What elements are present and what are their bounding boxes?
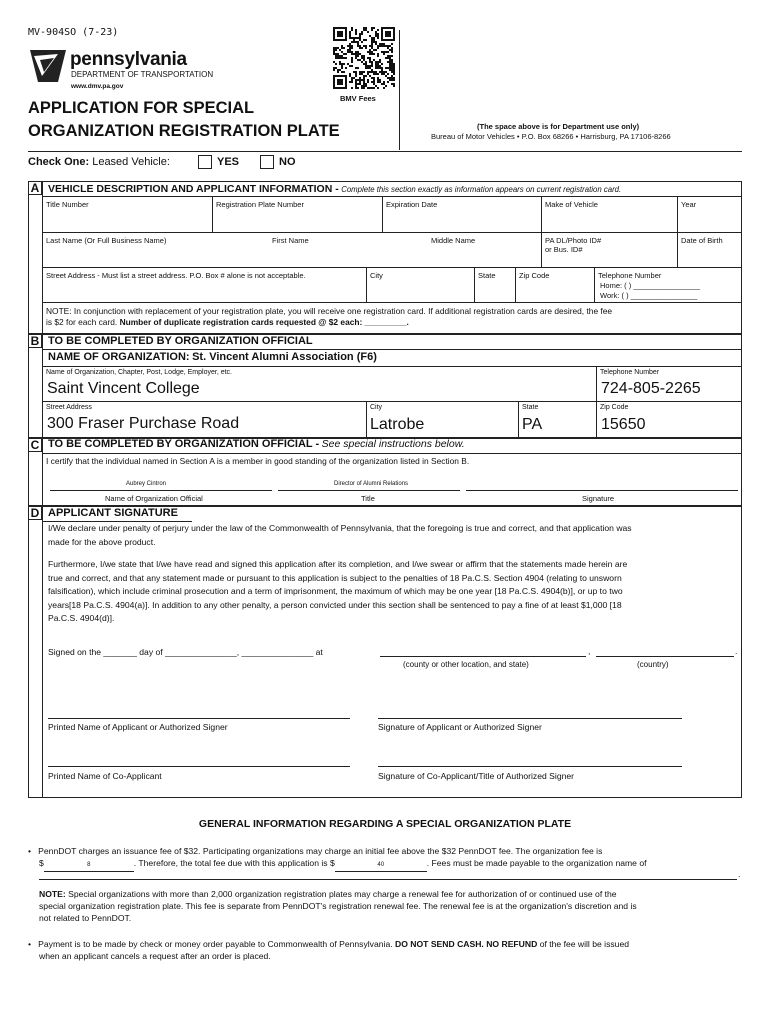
note-line1: NOTE: In conjunction with replacement of your registration plate, you will receive one registration card. If additional registration cards are desired, the fee: [46, 306, 613, 316]
official-name-value[interactable]: Aubrey Cintron: [126, 481, 167, 487]
bureau-address: Bureau of Motor Vehicles • P.O. Box 68266 • Harrisburg, PA 17106-8266: [431, 132, 671, 141]
county-location-label: (county or other location, and state): [403, 660, 529, 669]
expiration-date-label: Expiration Date: [386, 200, 438, 209]
middle-name-label: Middle Name: [431, 236, 476, 245]
qr-code-icon: [333, 27, 395, 89]
title-number-field[interactable]: [43, 210, 211, 231]
org-phone-label: Telephone Number: [600, 369, 660, 376]
telephone-label: Telephone Number: [598, 271, 662, 280]
org-zip-label: Zip Code: [600, 404, 629, 411]
signature-coapplicant-field[interactable]: [378, 748, 682, 766]
payment-bullet: • Payment is to be made by check or money order payable to Commonwealth of Pennsylvania. DO NOT SEND CASH. NO REFUND of the fee will be issued when an applicant cancels a request after an order is placed.: [28, 939, 630, 961]
make-of-vehicle-label: Make of Vehicle: [545, 200, 598, 209]
printed-name-coapplicant-label: Printed Name of Co-Applicant: [48, 771, 162, 781]
official-signature-label: Signature: [582, 494, 615, 503]
org-state-label: State: [522, 404, 539, 411]
note-line2: is $2 for each card. Number of duplicate registration cards requested @ $2 each: _________.: [46, 317, 409, 327]
org-chapter-label: Name of Organization, Chapter, Post, Lodge, Employer, etc.: [46, 369, 232, 376]
leased-yes-label: YES: [217, 156, 240, 168]
work-phone-label: Work: ( ) ________________: [600, 291, 698, 300]
form-number: MV-904SO (7-23): [28, 27, 119, 38]
signature-applicant-field[interactable]: [378, 700, 682, 718]
section-a-header: [48, 183, 621, 195]
official-signature-field[interactable]: [466, 472, 738, 490]
org-street-value[interactable]: 300 Fraser Purchase Road: [47, 415, 240, 432]
leased-vehicle-label: Leased Vehicle:: [92, 156, 170, 168]
general-info-title: GENERAL INFORMATION REGARDING A SPECIAL ORGANIZATION PLATE: [198, 818, 572, 830]
last-name-label: Last Name (Or Full Business Name): [46, 236, 167, 245]
state-label: State: [478, 271, 496, 280]
printed-name-coapplicant-field[interactable]: [48, 748, 350, 766]
check-one-label: Check One:: [28, 156, 90, 168]
first-name-label: First Name: [272, 236, 309, 245]
section-a-letter: A: [28, 181, 42, 195]
form-title-line2: ORGANIZATION REGISTRATION PLATE: [28, 122, 340, 140]
signature-coapplicant-label: Signature of Co-Applicant/Title of Authorized Signer: [378, 771, 575, 781]
org-zip-value[interactable]: 15650: [601, 416, 646, 433]
bmv-fees: BMV Fees: [340, 94, 376, 103]
section-c-header: [48, 438, 465, 450]
department-use-note: (The space above is for Department use only): [477, 122, 640, 131]
payable-organization-line[interactable]: [39, 879, 737, 880]
year-label: Year: [681, 200, 697, 209]
org-city-label: City: [370, 404, 383, 411]
org-name-value: St. Vincent Alumni Association (F6): [192, 351, 377, 363]
home-phone-label: Home: ( ) ________________: [600, 281, 701, 290]
org-street-label: Street Address: [46, 404, 92, 411]
form-title-line1: APPLICATION FOR SPECIAL: [28, 99, 255, 117]
leased-no-checkbox[interactable]: [260, 155, 274, 169]
city-label: City: [370, 271, 383, 280]
dl-id-label-2: or Bus. ID#: [545, 245, 583, 254]
org-city-value[interactable]: Latrobe: [370, 416, 425, 433]
org-phone-value[interactable]: 724-805-2265: [601, 380, 701, 397]
certify-text: I certify that the individual named in Section A is a member in good standing of the organization listed in Section B.: [46, 456, 470, 466]
dob-label: Date of Birth: [681, 236, 723, 245]
org-name-label: NAME OF ORGANIZATION:: [48, 351, 190, 363]
section-c-title: TO BE COMPLETED BY ORGANIZATION OFFICIAL -: [48, 438, 320, 450]
section-d-letter: D: [28, 506, 42, 520]
total-fee-field[interactable]: 40: [335, 859, 427, 872]
title-number-label: Title Number: [46, 200, 89, 209]
logo-url: www.dmv.pa.gov: [71, 83, 124, 90]
section-b-letter: B: [28, 334, 42, 348]
signed-on-line[interactable]: Signed on the _______ day of _______________, _______________ at: [48, 647, 323, 657]
perjury-declaration: I/We declare under penalty of perjury under the law of the Commonwealth of Pennsylvania, that the foregoing is true and correct, and that application was made for the above product.: [48, 523, 632, 547]
section-c-letter: C: [28, 438, 42, 452]
penalty-statement: Furthermore, I/we state that I/we have read and signed this application after its completion, and I/we swear or affirm that the statements made herein are true and correct, and that any statement made or pursuant to this application is subject to the penalties of 18 Pa.C.S. Section 4904 (relating to unsworn falsification), which include criminal prosecution and a term of imprisonment, the maximum of which may be one year [18 Pa.C.S. 4904(b)], or up to two years[18 Pa.C.S. 4904(a)]. In addition to any other penalty, a person convicted under this section shall be sentenced to pay a fine of at least $1,000 [18 Pa.C.S. 4904(d)].: [48, 559, 628, 623]
keystone-logo-icon: [28, 46, 68, 84]
org-name-row: [48, 351, 377, 363]
street-address-label: Street Address - Must list a street address. P.O. Box # alone is not acceptable.: [46, 271, 306, 280]
duplicate-cards-count[interactable]: Number of duplicate registration cards requested @ $2 each: _________.: [119, 317, 409, 327]
section-b-title: TO BE COMPLETED BY ORGANIZATION OFFICIAL: [48, 335, 313, 347]
renewal-fee-note: NOTE: Special organizations with more than 2,000 organization registration plates may charge a renewal fee for authorization of or continued use of the special organization registration plate. This fee is separate from PennDOT's registration renewal fee. The renewal fee is at the organization's discretion and is not related to PennDOT.: [39, 889, 637, 923]
section-a-subtitle: Complete this section exactly as information appears on current registration card.: [341, 185, 622, 194]
official-name-label: Name of Organization Official: [105, 494, 203, 503]
plate-number-label: Registration Plate Number: [216, 200, 304, 209]
dl-id-label-1: PA DL/Photo ID#: [545, 236, 602, 245]
printed-name-applicant-field[interactable]: [48, 700, 350, 718]
penndot-logo: [28, 46, 68, 84]
organization-fee-field[interactable]: 8: [44, 859, 134, 872]
leased-yes-checkbox[interactable]: [198, 155, 212, 169]
fee-bullet: • PennDOT charges an issuance fee of $32. Participating organizations may charge an initial fee above the $32 PennDOT fee. The organization fee is $ 8 . Therefore, the total fee due with this application is $ 40 . Fees must be made payable to the organization name of: [28, 845, 647, 872]
official-title-value[interactable]: Director of Alumni Relations: [334, 481, 409, 487]
section-d-title: APPLICANT SIGNATURE: [48, 507, 178, 519]
signature-applicant-label: Signature of Applicant or Authorized Signer: [378, 722, 542, 732]
logo-department: DEPARTMENT OF TRANSPORTATION: [71, 70, 214, 79]
official-title-label: Title: [361, 494, 375, 503]
leased-no-label: NO: [279, 156, 296, 168]
country-label: (country): [637, 660, 669, 669]
section-c-subtitle: See special instructions below.: [321, 438, 465, 450]
org-state-value[interactable]: PA: [522, 416, 543, 433]
section-a-title: VEHICLE DESCRIPTION AND APPLICANT INFORMATION -: [48, 183, 339, 195]
logo-name: pennsylvania: [70, 49, 187, 70]
section-a-note: [46, 306, 612, 328]
qr-code: [333, 27, 395, 89]
printed-name-applicant-label: Printed Name of Applicant or Authorized Signer: [48, 722, 228, 732]
zip-code-label: Zip Code: [519, 271, 550, 280]
org-chapter-value[interactable]: Saint Vincent College: [47, 380, 200, 397]
check-one: [28, 156, 170, 168]
